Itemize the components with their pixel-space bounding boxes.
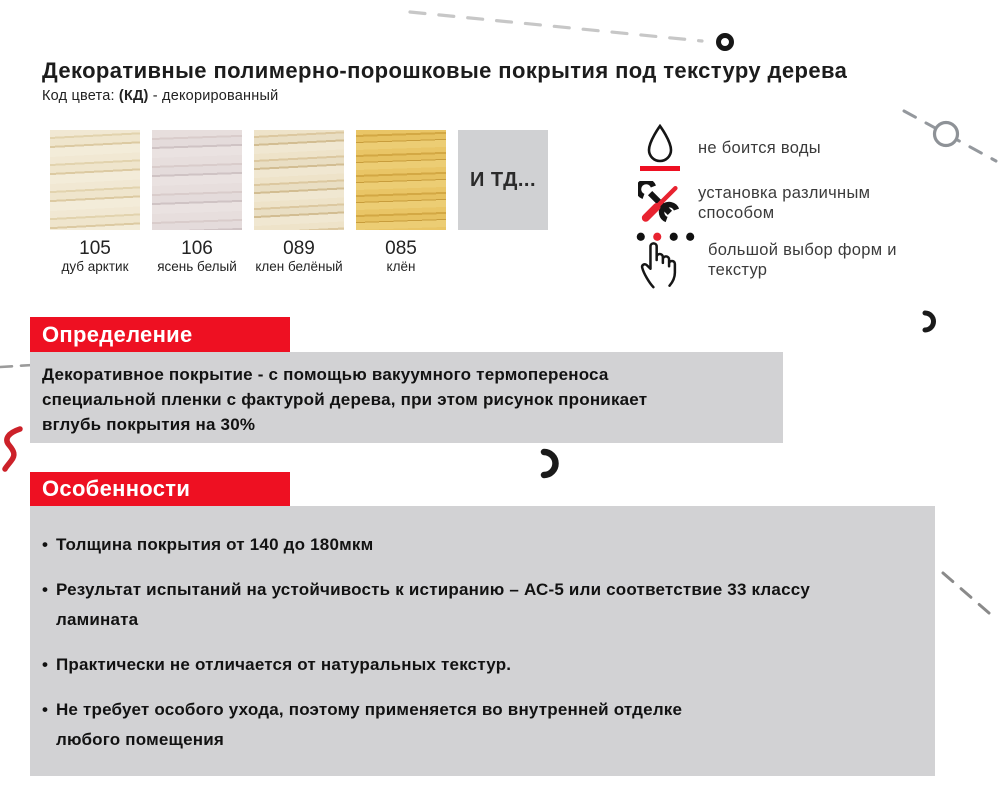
feature-item: [42, 695, 921, 755]
swatch-cell-085: [356, 130, 446, 275]
features-header: Особенности: [30, 472, 290, 506]
swatch-cell-106: [152, 130, 242, 275]
benefit-label: большой выбор форм и текстур: [708, 241, 897, 279]
red-squiggle-decoration: [0, 424, 30, 474]
benefit-water: [640, 124, 923, 171]
swatch-name: клён: [386, 259, 416, 274]
subtitle-code: (КД): [118, 88, 149, 104]
definition-line: специальной пленки с фактурой дерева, при этом рисунок проникает: [42, 390, 648, 409]
swatch-name: дуб арктик: [61, 259, 129, 274]
bullet-dot: •: [42, 700, 48, 719]
swatch-code: 105: [79, 238, 111, 259]
wood-swatch-105[interactable]: [50, 130, 140, 230]
definition-header: Определение: [30, 317, 290, 352]
tools-icon: [638, 181, 682, 225]
feature-item: [42, 650, 921, 680]
feature-text: ламината: [55, 610, 139, 629]
bullet-dot: •: [42, 655, 48, 674]
etc-box: И ТД...: [458, 130, 548, 230]
comma-decoration-large: [536, 446, 562, 482]
feature-text: любого помещения: [55, 730, 224, 749]
wood-swatch-089[interactable]: [254, 130, 344, 230]
bullet-dot: •: [42, 580, 48, 599]
page-title: Декоративные полимерно-порошковые покрытия под текстуру дерева: [42, 58, 848, 83]
definition-line: вглубь покрытия на 30%: [42, 415, 256, 434]
definition-panel: [30, 352, 783, 443]
swatch-row: [50, 130, 548, 275]
feature-text: Практически не отличается от натуральных текстур.: [55, 655, 512, 674]
comma-decoration-small: [918, 308, 940, 336]
feature-item: [42, 530, 921, 560]
swatch-name: ясень белый: [157, 259, 237, 274]
wood-swatch-106[interactable]: [152, 130, 242, 230]
features-panel: [30, 506, 935, 776]
color-code-subtitle: [42, 88, 278, 104]
benefit-installation: [638, 181, 923, 225]
water-drop-icon: [640, 124, 680, 171]
swatch-cell-etc: [458, 130, 548, 275]
feature-text: Толщина покрытия от 140 до 180мкм: [55, 535, 374, 554]
wood-swatch-085[interactable]: [356, 130, 446, 230]
donut-circle-icon: [716, 33, 734, 51]
dashed-line-decoration-top: [402, 4, 712, 48]
swatch-name: клен белёный: [255, 259, 343, 274]
subtitle-prefix: Код цвета:: [42, 88, 119, 104]
benefit-label: не боится воды: [698, 138, 821, 157]
swatch-cell-089: [254, 130, 344, 275]
feature-text: Результат испытаний на устойчивость к истиранию – АС-5 или соответствие 33 классу: [55, 580, 811, 599]
bullet-dot: •: [42, 535, 48, 554]
swatch-code: 106: [181, 238, 213, 259]
red-underline: [640, 166, 680, 171]
benefit-variety: [634, 229, 933, 291]
benefit-label: установка различным способом: [698, 184, 871, 222]
swatch-cell-105: [50, 130, 140, 275]
feature-text: Не требует особого ухода, поэтому применяется во внутренней отделке: [55, 700, 683, 719]
hand-tap-icon: [634, 229, 696, 291]
dashed-line-decoration-left: [0, 358, 34, 374]
feature-item: [42, 575, 921, 635]
swatch-code: 089: [283, 238, 315, 259]
swatch-code: 085: [385, 238, 417, 259]
definition-line: Декоративное покрытие - с помощью вакуумного термопереноса: [42, 365, 609, 384]
subtitle-suffix: - декорированный: [148, 88, 279, 104]
dashed-line-decoration-bottom-right: [935, 565, 1000, 627]
